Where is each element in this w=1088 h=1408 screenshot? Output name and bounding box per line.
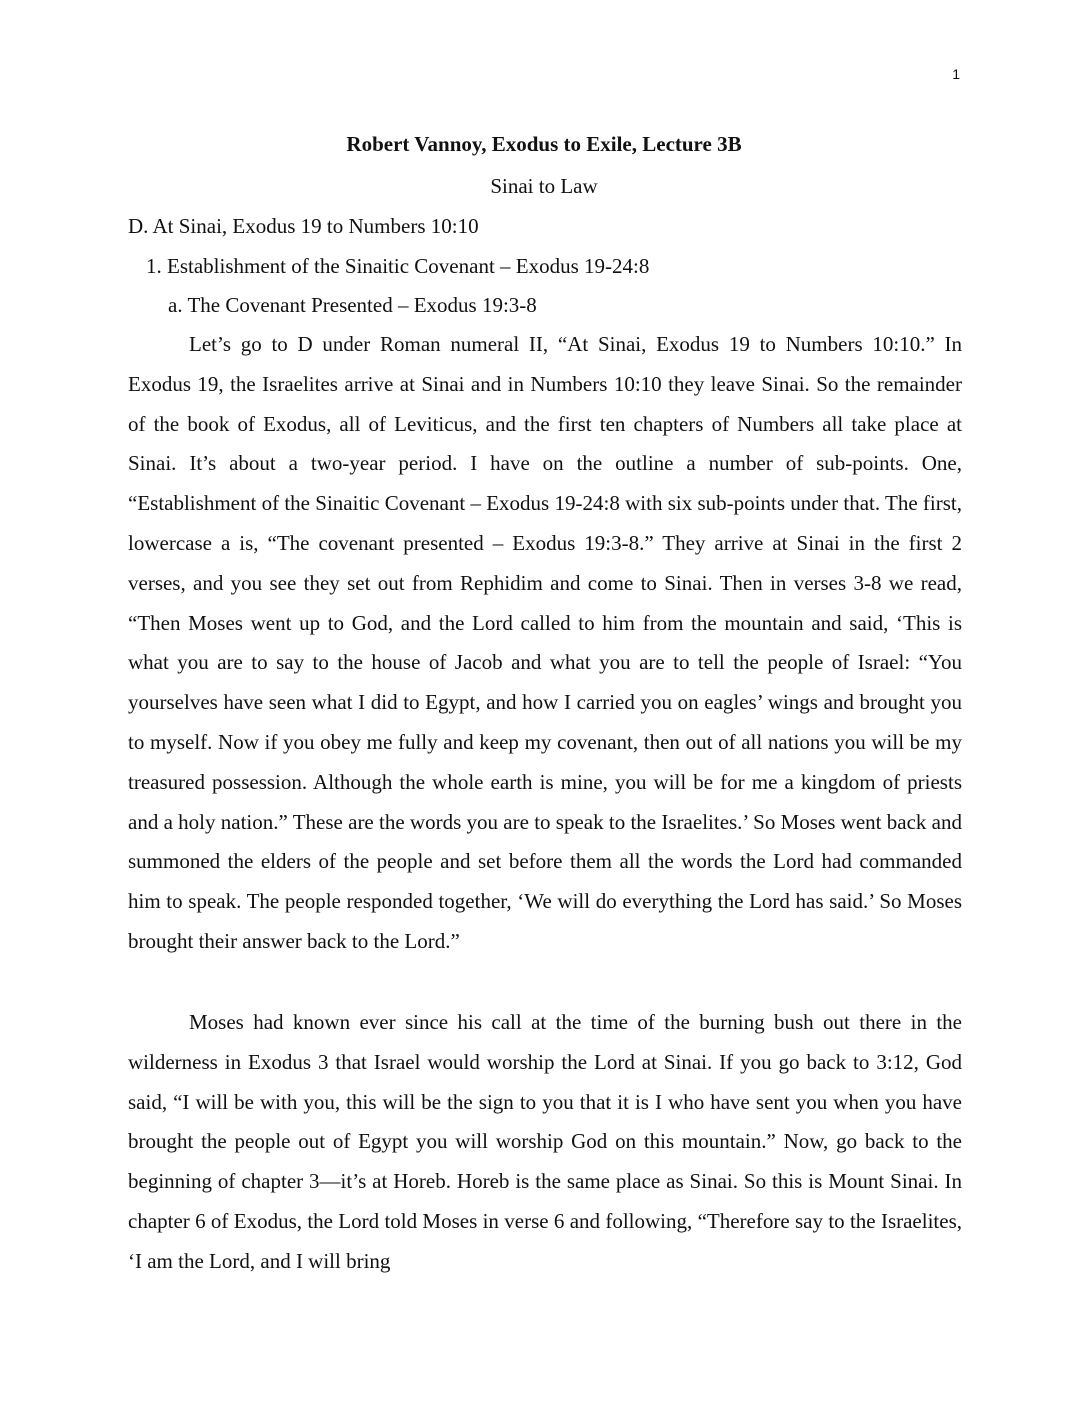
body-paragraph: Moses had known ever since his call at the time of the burning bush out there in the wilderness in Exodus 3 that Israel would worship the Lord at Sinai. If you go back to 3:12, God said, “I will be with you, this will be the sign to you that it is I who have sent you when you have brought the people out of Egypt you will worship God on this mountain.” Now, go back to the beginning of chapter 3—it’s at Horeb. Horeb is the same place as Sinai. So this is Mount Sinai. In chapter 6 of Exodus, the Lord told Moses in verse 6 and following, “Therefore say to the Israelites, ‘I am the Lord, and I will bring	[128, 1010, 962, 1273]
outline-item-1: 1. Establishment of the Sinaitic Covenant – Exodus 19-24:8	[146, 254, 650, 278]
page-number: 1	[952, 66, 960, 82]
document-subtitle: Sinai to Law	[490, 174, 598, 198]
outline-item-a: a. The Covenant Presented – Exodus 19:3-8	[168, 293, 537, 317]
body-paragraph: Let’s go to D under Roman numeral II, “At Sinai, Exodus 19 to Numbers 10:10.” In Exodus 19, the Israelites arrive at Sinai and in Numbers 10:10 they leave Sinai. So the remainder of the book of Exodus, all of Leviticus, and the first ten chapters of Numbers all take place at Sinai. It’s about a two-year period. I have on the outline a number of sub-points. One, “Establishment of the Sinaitic Covenant – Exodus 19-24:8 with six sub-points under that. The first, lowercase a is, “The covenant presented – Exodus 19:3-8.” They arrive at Sinai in the first 2 verses, and you see they set out from Rephidim and come to Sinai. Then in verses 3-8 we read, “Then Moses went up to God, and the Lord called to him from the mountain and said, ‘This is what you are to say to the house of Jacob and what you are to tell the people of Israel: “You yourselves have seen what I did to Egypt, and how I carried you on eagles’ wings and brought you to myself. Now if you obey me fully and keep my covenant, then out of all nations you will be my treasured possession. Although the whole earth is mine, you will be for me a kingdom of priests and a holy nation.” These are the words you are to speak to the Israelites.’ So Moses went back and summoned the elders of the people and set before them all the words the Lord had commanded him to speak. The people responded together, ‘We will do everything the Lord has said.’ So Moses brought their answer back to the Lord.”	[128, 332, 962, 953]
document-title: Robert Vannoy, Exodus to Exile, Lecture 3B	[346, 132, 742, 156]
outline-section-d: D. At Sinai, Exodus 19 to Numbers 10:10	[128, 214, 479, 238]
